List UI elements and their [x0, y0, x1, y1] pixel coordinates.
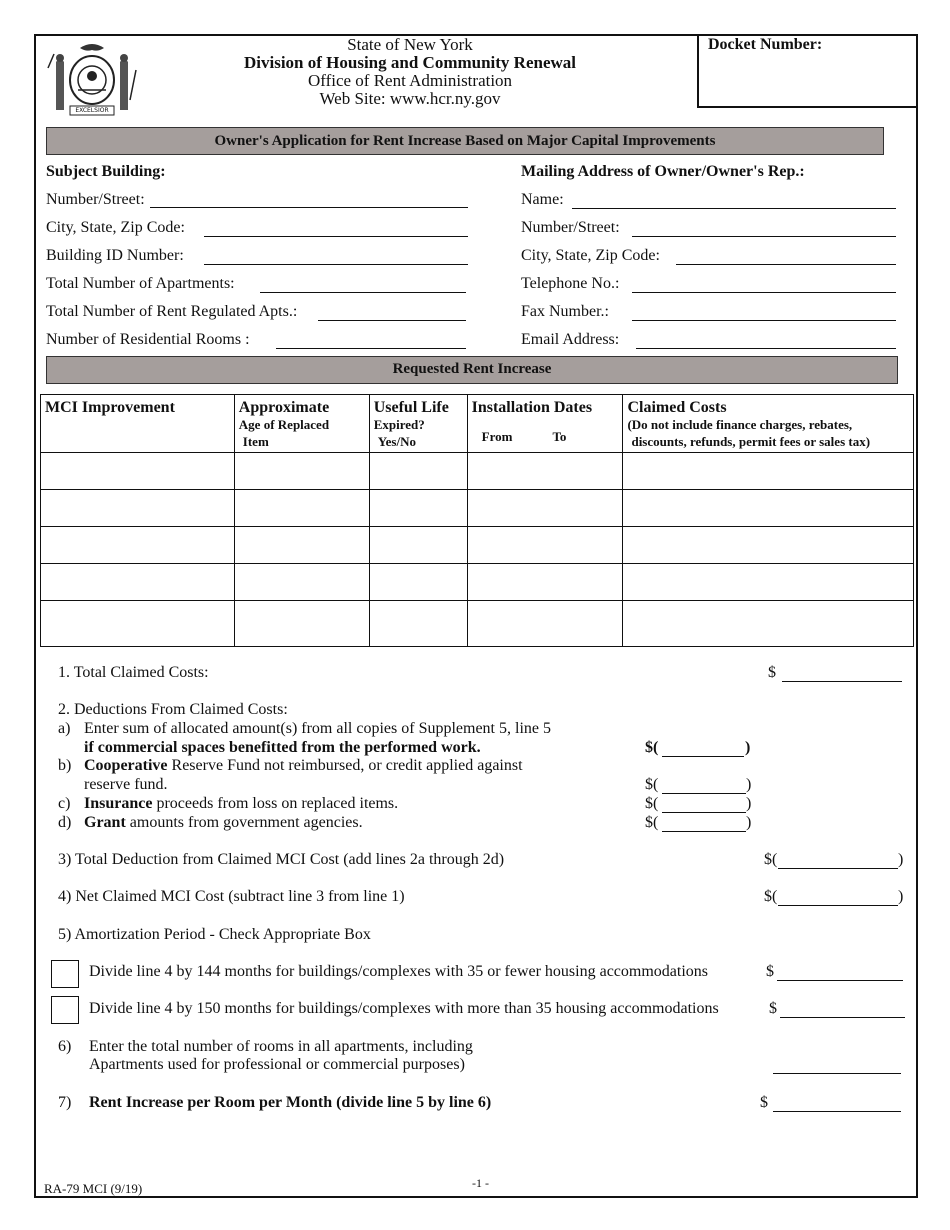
table-cell[interactable] [369, 527, 467, 564]
seal-motto: EXCELSIOR [75, 107, 109, 114]
subject-number-street-label: Number/Street: [46, 191, 145, 208]
line-2c-text: Insurance proceeds from loss on replaced items. [84, 795, 399, 812]
line-2c-field[interactable] [662, 812, 746, 813]
line-2d-field[interactable] [662, 831, 746, 832]
table-cell[interactable] [467, 564, 623, 601]
table-cell[interactable] [623, 490, 914, 527]
line-2b-paren-open: $( [645, 776, 659, 793]
page-number: -1 - [472, 1176, 489, 1190]
col-useful-life: Useful Life Expired? Yes/No [369, 395, 467, 453]
owner-city-label: City, State, Zip Code: [521, 247, 660, 264]
mailing-address-heading: Mailing Address of Owner/Owner's Rep.: [521, 163, 805, 180]
table-cell[interactable] [369, 490, 467, 527]
line-2b-text-2: reserve fund. [84, 776, 168, 793]
amortization-150-checkbox[interactable] [51, 996, 79, 1024]
line-4-paren-open: $( [764, 888, 778, 905]
table-cell[interactable] [623, 527, 914, 564]
owner-street-label: Number/Street: [521, 219, 620, 236]
line-2-label: 2. Deductions From Claimed Costs: [58, 701, 288, 718]
col-approximate-age: Approximate Age of Replaced Item [234, 395, 369, 453]
line-4-label: 4) Net Claimed MCI Cost (subtract line 3 from line 1) [58, 888, 405, 905]
col-claimed-costs: Claimed Costs (Do not include finance charges, rebates, discounts, refunds, permit fees or sales tax) [623, 395, 914, 453]
line-7-label: Rent Increase per Room per Month (divide line 5 by line 6) [89, 1094, 492, 1111]
form-title: Owner's Application for Rent Increase Based on Major Capital Improvements [46, 127, 884, 155]
line-5a-label: Divide line 4 by 144 months for buildings/complexes with 35 or fewer housing accommodations [89, 963, 709, 980]
subject-city-label: City, State, Zip Code: [46, 219, 185, 236]
line-2b-paren-close: ) [746, 776, 752, 793]
line-5b-field[interactable] [780, 1017, 905, 1018]
amortization-144-checkbox[interactable] [51, 960, 79, 988]
subject-number-street-field[interactable] [150, 207, 468, 208]
table-cell[interactable] [41, 564, 235, 601]
table-cell[interactable] [623, 564, 914, 601]
line-3-paren-close: ) [898, 851, 904, 868]
line-5b-label: Divide line 4 by 150 months for buildings/complexes with more than 35 housing accommodations [89, 1000, 719, 1017]
line-2b-text: Cooperative Reserve Fund not reimbursed, or credit applied against [84, 757, 523, 774]
line-2d-text: Grant amounts from government agencies. [84, 814, 363, 831]
line-5-label: 5) Amortization Period - Check Appropriate Box [58, 926, 371, 943]
fax-label: Fax Number.: [521, 303, 609, 320]
line-1-dollar: $ [768, 664, 776, 681]
rent-regulated-field[interactable] [318, 320, 466, 321]
line-2a-paren-open: $( [645, 739, 659, 756]
line-2a-text: Enter sum of allocated amount(s) from all copies of Supplement 5, line 5 [84, 720, 551, 737]
table-cell[interactable] [467, 490, 623, 527]
line-2c-paren-close: ) [746, 795, 752, 812]
division-name: Division of Housing and Community Renewal [243, 53, 577, 72]
line-7-number: 7) [58, 1094, 72, 1111]
table-cell[interactable] [623, 601, 914, 647]
owner-name-label: Name: [521, 191, 564, 208]
requested-rent-increase-title: Requested Rent Increase [46, 356, 898, 384]
total-apartments-label: Total Number of Apartments: [46, 275, 235, 292]
line-2a-paren-close: ) [745, 739, 751, 756]
table-cell[interactable] [467, 453, 623, 490]
table-cell[interactable] [623, 453, 914, 490]
line-2c-paren-open: $( [645, 795, 659, 812]
table-cell[interactable] [369, 453, 467, 490]
line-3-field[interactable] [778, 868, 898, 869]
website: Web Site: www.hcr.ny.gov [319, 89, 501, 108]
line-6-field[interactable] [773, 1073, 901, 1074]
line-3-label: 3) Total Deduction from Claimed MCI Cost (add lines 2a through 2d) [58, 851, 505, 868]
table-cell[interactable] [41, 453, 235, 490]
building-id-field[interactable] [204, 264, 468, 265]
office-name: Office of Rent Administration [307, 71, 513, 90]
table-cell[interactable] [41, 601, 235, 647]
subject-building-heading: Subject Building: [46, 163, 166, 180]
mci-improvement-table [40, 394, 914, 647]
line-7-field[interactable] [773, 1111, 901, 1112]
line-6-text-2: Apartments used for professional or commercial purposes) [89, 1056, 465, 1073]
line-5a-dollar: $ [766, 963, 774, 980]
line-2d-paren-close: ) [746, 814, 752, 831]
form-id: RA-79 MCI (9/19) [44, 1181, 143, 1196]
line-5a-field[interactable] [777, 980, 903, 981]
state-name: State of New York [347, 35, 473, 54]
telephone-field[interactable] [632, 292, 896, 293]
line-2a-letter: a) [58, 720, 71, 737]
line-6-number: 6) [58, 1038, 72, 1055]
table-cell[interactable] [467, 601, 623, 647]
owner-street-field[interactable] [632, 236, 896, 237]
line-2b-field[interactable] [662, 793, 746, 794]
line-2a-text-bold: if commercial spaces benefitted from the performed work. [84, 739, 481, 756]
line-7-dollar: $ [760, 1094, 768, 1111]
owner-city-field[interactable] [676, 264, 896, 265]
subject-city-field[interactable] [204, 236, 468, 237]
table-cell[interactable] [369, 564, 467, 601]
col-installation-dates: Installation Dates From To [467, 395, 623, 453]
line-2b-letter: b) [58, 757, 72, 774]
email-label: Email Address: [521, 331, 620, 348]
total-apartments-field[interactable] [260, 292, 466, 293]
owner-name-field[interactable] [572, 208, 896, 209]
table-cell[interactable] [41, 490, 235, 527]
col-mci-improvement: MCI Improvement [41, 395, 235, 453]
telephone-label: Telephone No.: [521, 275, 620, 292]
table-cell[interactable] [41, 527, 235, 564]
table-row [41, 564, 914, 601]
table-row [41, 490, 914, 527]
line-4-paren-close: ) [898, 888, 904, 905]
residential-rooms-field[interactable] [276, 348, 466, 349]
line-6-text: Enter the total number of rooms in all apartments, including [89, 1038, 473, 1055]
docket-box[interactable] [697, 34, 916, 108]
line-2d-letter: d) [58, 814, 72, 831]
residential-rooms-label: Number of Residential Rooms : [46, 331, 250, 348]
line-2d-paren-open: $( [645, 814, 659, 831]
line-5b-dollar: $ [769, 1000, 777, 1017]
docket-label: Docket Number: [708, 36, 823, 53]
table-cell[interactable] [234, 527, 369, 564]
line-2c-letter: c) [58, 795, 71, 812]
table-row [41, 527, 914, 564]
table-cell[interactable] [234, 453, 369, 490]
table-cell[interactable] [234, 490, 369, 527]
line-3-paren-open: $( [764, 851, 778, 868]
table-cell[interactable] [234, 601, 369, 647]
table-row [41, 453, 914, 490]
rent-regulated-label: Total Number of Rent Regulated Apts.: [46, 303, 298, 320]
agency-header [200, 36, 620, 108]
email-field[interactable] [636, 348, 896, 349]
table-cell[interactable] [467, 527, 623, 564]
building-id-label: Building ID Number: [46, 247, 184, 264]
line-1-label: 1. Total Claimed Costs: [58, 664, 209, 681]
table-row [41, 601, 914, 647]
fax-field[interactable] [632, 320, 896, 321]
line-1-field[interactable] [782, 681, 902, 682]
line-4-field[interactable] [778, 905, 898, 906]
line-2a-field[interactable] [662, 756, 744, 757]
table-cell[interactable] [369, 601, 467, 647]
table-cell[interactable] [234, 564, 369, 601]
